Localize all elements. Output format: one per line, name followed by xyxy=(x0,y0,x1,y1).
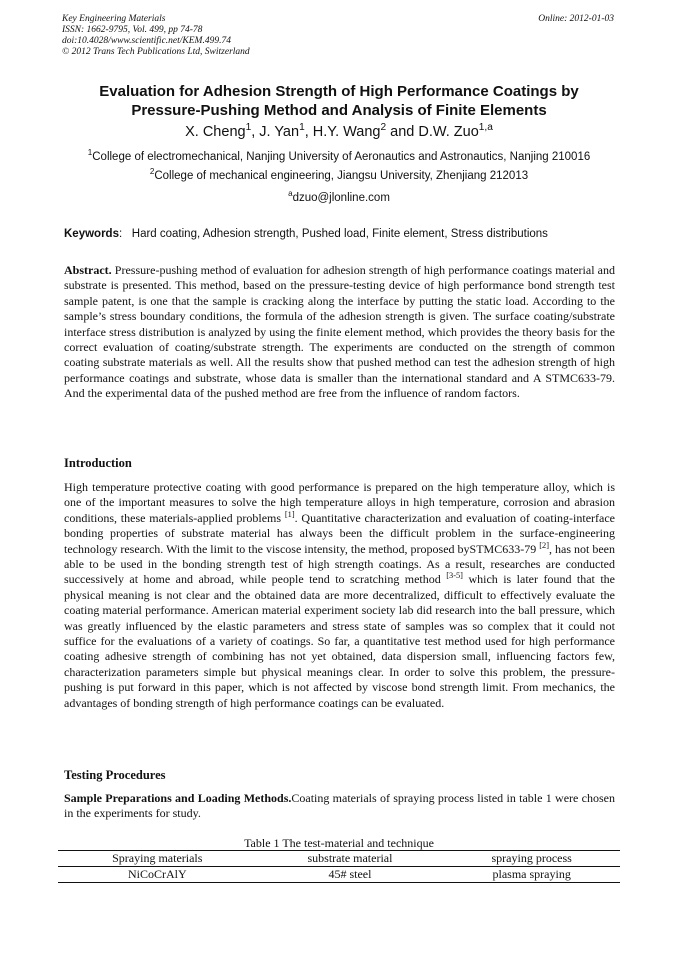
author-affiliation-mark: 1 xyxy=(299,122,305,134)
abstract xyxy=(64,263,615,402)
column-header: Spraying materials xyxy=(112,851,203,865)
table-cell: 45# steel xyxy=(328,867,372,881)
author-name: J. Yan xyxy=(259,124,300,140)
keywords xyxy=(64,228,548,240)
paper-title xyxy=(60,82,618,120)
email-text: dzuo@jlonline.com xyxy=(292,192,390,204)
abstract-text: Pressure-pushing method of evaluation for adhesion strength of high performance coatings material and substrate is presented. This method, based on the pressure-testing device of high performance bond strength test sample patent, is one that the sample is cracking along the interface by putting the static load. According to the sample’s stress boundary conditions, the formula of the adhesion strength is given. The surface coating/substrate interface stress distribution is analyzed by using the finite element method, which provides the theory basis for the correct evaluation of coating/substrate strength. The experiments are conducted on the strength of common coating substrate materials as well. All the results show that pushed method can test the adhesion strength of high performance coatings and substrate, whose data is smaller than the international standard and A STMC633-79. And the experimental data of the pushed method are free from the influence of random factors. xyxy=(64,263,615,401)
author-name: H.Y. Wang xyxy=(312,124,381,140)
keywords-separator: : xyxy=(118,228,123,240)
author-affiliation-mark: 1,a xyxy=(478,122,493,134)
table-cell: plasma spraying xyxy=(492,867,571,881)
author-affiliation-mark: 2 xyxy=(380,122,387,134)
author-name: X. Cheng xyxy=(185,124,246,140)
intro-text: , has not been able to be used in the bonding strength test of high strength coatings. As a result, researches are conducted successively at home and abroad, while people tend to scratching method xyxy=(64,541,616,587)
intro-text: . Quantitative characterization and evaluation of coating-interface bonding properties of substrate material has always been the difficult problem in the surface-engineering technology research. With the limit to the viscose intensity, the method, proposed bySTMC633-79 xyxy=(64,510,615,556)
copyright-line: © 2012 Trans Tech Publications Ltd, Switzerland xyxy=(62,47,250,57)
subsection-text: Coating materials of spraying process listed in table 1 were chosen in the experiments for study. xyxy=(64,791,615,821)
author-email xyxy=(60,189,618,204)
title-line-2: Pressure-Pushing Method and Analysis of Finite Elements xyxy=(131,102,547,119)
journal-meta xyxy=(62,14,250,58)
keywords-text: Hard coating, Adhesion strength, Pushed load, Finite element, Stress distributions xyxy=(131,228,548,240)
citation-ref: [1] xyxy=(284,509,295,519)
journal-name: Key Engineering Materials xyxy=(62,14,166,24)
author-list: X. Cheng$^1$, J. Yan$^1$, H.Y. Wang$^2$ and D.W. Zuo$^{1,a}$ xyxy=(185,122,493,140)
citation-ref: [3-5] xyxy=(446,571,463,581)
table-row xyxy=(58,867,620,883)
abstract-label: Abstract. xyxy=(64,263,112,277)
email-mark: a xyxy=(288,189,293,199)
doi-line: doi:10.4028/www.scientific.net/KEM.499.74 xyxy=(62,36,231,46)
column-header: substrate material xyxy=(307,851,393,865)
table-caption: Table 1 The test-material and technique xyxy=(244,836,434,850)
keywords-label: Keywords xyxy=(64,228,119,240)
online-date: Online: 2012-01-03 xyxy=(538,14,614,24)
table-header-row xyxy=(58,851,620,867)
issn-line: ISSN: 1662-9795, Vol. 499, pp 74-78 xyxy=(62,25,203,35)
title-line-1: Evaluation for Adhesion Strength of High Performance Coatings by xyxy=(99,83,579,100)
citation-ref: [2] xyxy=(539,540,549,550)
table-cell: NiCoCrAlY xyxy=(127,867,187,881)
column-header: spraying process xyxy=(491,851,572,865)
affiliation-text: College of mechanical engineering, Jiangsu University, Zhenjiang 212013 xyxy=(154,170,529,182)
testing-paragraph xyxy=(64,791,615,822)
materials-table xyxy=(58,850,620,883)
author-name: D.W. Zuo xyxy=(418,124,479,140)
affiliation-text: College of electromechanical, Nanjing University of Aeronautics and Astronautics, Nanjing 210016 xyxy=(92,151,591,163)
affiliation-mark: 1 xyxy=(87,148,93,158)
introduction-paragraph xyxy=(64,480,615,711)
introduction-heading: Introduction xyxy=(64,456,132,470)
testing-heading: Testing Procedures xyxy=(64,768,166,782)
affiliation-2 xyxy=(60,167,618,182)
affiliation-1 xyxy=(60,148,618,163)
subsection-label: Sample Preparations and Loading Methods. xyxy=(64,791,292,805)
author-affiliation-mark: 1 xyxy=(245,122,252,134)
intro-text: which is later found that the physical meaning is not clear and the obtained data are more decentralized, difficult to effectively evaluate the coating material performance. American material experiment society lab did research into the ball pressure, which was greatly influenced by the elastic parameters and stress state of samples was so complex that it could not suffice for the evaluations of a variety of coatings. So far, a quantitative test method used for high performance coating adhesive strength of combining has not yet obtained, data dispersion small, influencing factors few, characterization parameters simple but physical meanings clear. In order to solve this problem, the pressure-pushing is put forward in this paper, which is not affected by viscose bond strength limit. From mechanics, the advantages of bonding strength of high performance coatings can be evaluated. xyxy=(64,572,616,710)
intro-text: High temperature protective coating with good performance is prepared on the high temperature alloy, which is one of the important measures to solve the high temperature alloys in high temperature, corrosion and abrasion conditions, these materials-applied problems xyxy=(64,480,615,525)
affiliation-mark: 2 xyxy=(149,167,155,177)
